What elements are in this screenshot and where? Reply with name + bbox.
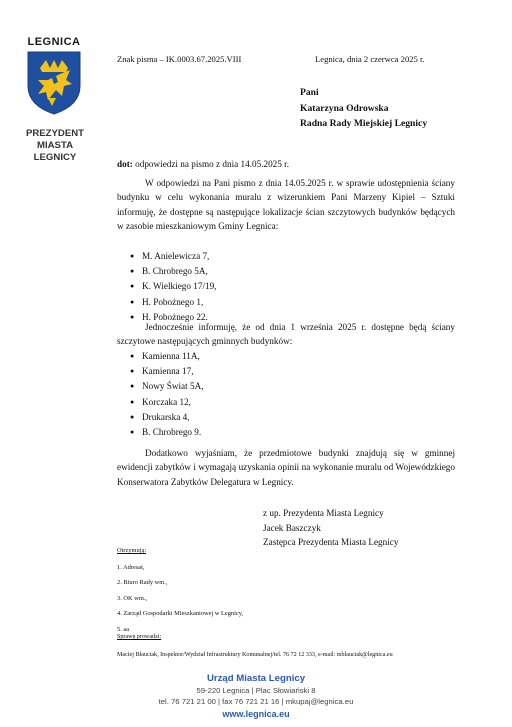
wall-locations-list xyxy=(128,249,216,325)
signature-line-1: z up. Prezydenta Miasta Legnicy xyxy=(263,508,384,518)
footer xyxy=(0,672,512,721)
paragraph-2 xyxy=(117,320,455,349)
distribution-item: 1. Adresat, xyxy=(117,564,145,571)
distribution-item: 4. Zarząd Gospodarki Mieszkaniowej w Legnicy, xyxy=(117,610,244,618)
distribution-item: 3. OK wm., xyxy=(117,594,147,602)
list-item: ● M. Anielewicza 7, xyxy=(128,249,216,264)
distribution-list xyxy=(117,547,243,637)
list-item: ● H. Pobożnego 1, xyxy=(128,295,216,310)
list-item: ● Nowy Świat 5A, xyxy=(128,379,204,394)
list-item: ● Kamienna 11A, xyxy=(128,349,204,364)
subject-line xyxy=(117,159,289,169)
paragraph-1 xyxy=(117,176,455,233)
paragraph-3 xyxy=(117,446,455,489)
signature-block xyxy=(263,506,398,550)
paragraph-3-text: Dodatkowo wyjaśniam, że przedmiotowe budynki znajdują się w gminnej ewidencji zabytków i wymagają uzyskania opinii na wykonanie muralu od Wojewódzkiego Konserwatora Zabytków Delegatura w Legnicy. xyxy=(117,448,455,487)
list-item: ● B. Chrobrego 9. xyxy=(128,425,204,440)
paragraph-1-text: W odpowiedzi na Pani pismo z dnia 14.05.2025 r. w sprawie udostępnienia ściany budynku w celu wykonania muralu z wizerunkiem Pani Marzeny Kipiel – Sztuki informuję, że dostępne są następujące lokalizacje ścian szczytowych budynków będących w zasobie mieszkaniowym Gminy Legnica: xyxy=(117,178,455,231)
future-wall-locations-list xyxy=(128,349,204,440)
president-title-line-3: LEGNICY xyxy=(33,152,77,163)
addressee-role: Radna Rady Miejskiej Legnicy xyxy=(300,118,428,129)
addressee-name: Katarzyna Odrowska xyxy=(300,102,389,114)
president-title-line-1: PREZYDENT xyxy=(25,128,85,139)
subject-label: dot: xyxy=(117,159,133,169)
addressee-salutation: Pani xyxy=(300,87,319,98)
footer-contact: tel. 76 721 21 00 | fax 76 721 21 16 | mkupaj@legnica.eu xyxy=(158,697,354,706)
prepared-by-contact: Maciej Błauciak, Inspektor/Wydział Infrastruktury Komunalnej/tel. 76 72 12 333, e-mail: mblauciak@legnica.eu xyxy=(117,652,393,658)
list-item: ● Drukarska 4, xyxy=(128,410,204,425)
distribution-item: 2. Biuro Rady wm., xyxy=(117,579,168,587)
subject-text: odpowiedzi na pismo z dnia 14.05.2025 r. xyxy=(135,159,289,169)
list-item: ● Korczaka 12, xyxy=(128,395,204,410)
distribution-item: 5. aa xyxy=(117,625,130,633)
footer-website-link[interactable]: www.legnica.eu xyxy=(222,709,290,719)
footer-office-name: Urząd Miasta Legnicy xyxy=(206,673,306,684)
paragraph-2-text: Jednocześnie informuję, że od dnia 1 września 2025 r. dostępne będą ściany szczytowe następujących gminnych budynków: xyxy=(117,322,455,347)
list-item: ● Kamienna 17, xyxy=(128,364,204,379)
place-date: Legnica, dnia 2 czerwca 2025 r. xyxy=(315,54,425,64)
signature-line-2: Jacek Baszczyk xyxy=(263,522,321,533)
prepared-by-label: Sprawę prowadzi: xyxy=(117,634,162,640)
list-item: ● H. Pobożnego 22. xyxy=(128,310,216,325)
city-coat-of-arms-icon xyxy=(26,50,82,121)
logo-city-name: LEGNICA xyxy=(27,36,81,48)
addressee-block xyxy=(300,85,427,132)
footer-address: 59-220 Legnica | Plac Słowiański 8 xyxy=(196,686,316,695)
signature-line-3: Zastępca Prezydenta Miasta Legnicy xyxy=(263,537,399,548)
president-title xyxy=(10,128,100,164)
distribution-header: Otrzymują: xyxy=(117,547,147,554)
president-title-line-2: MIASTA xyxy=(36,140,74,151)
list-item: ● K. Wielkiego 17/19, xyxy=(128,279,216,294)
list-item: ● B. Chrobrego 5A, xyxy=(128,264,216,279)
reference-number: Znak pisma – IK.0003.67.2025.VIII xyxy=(117,54,242,64)
